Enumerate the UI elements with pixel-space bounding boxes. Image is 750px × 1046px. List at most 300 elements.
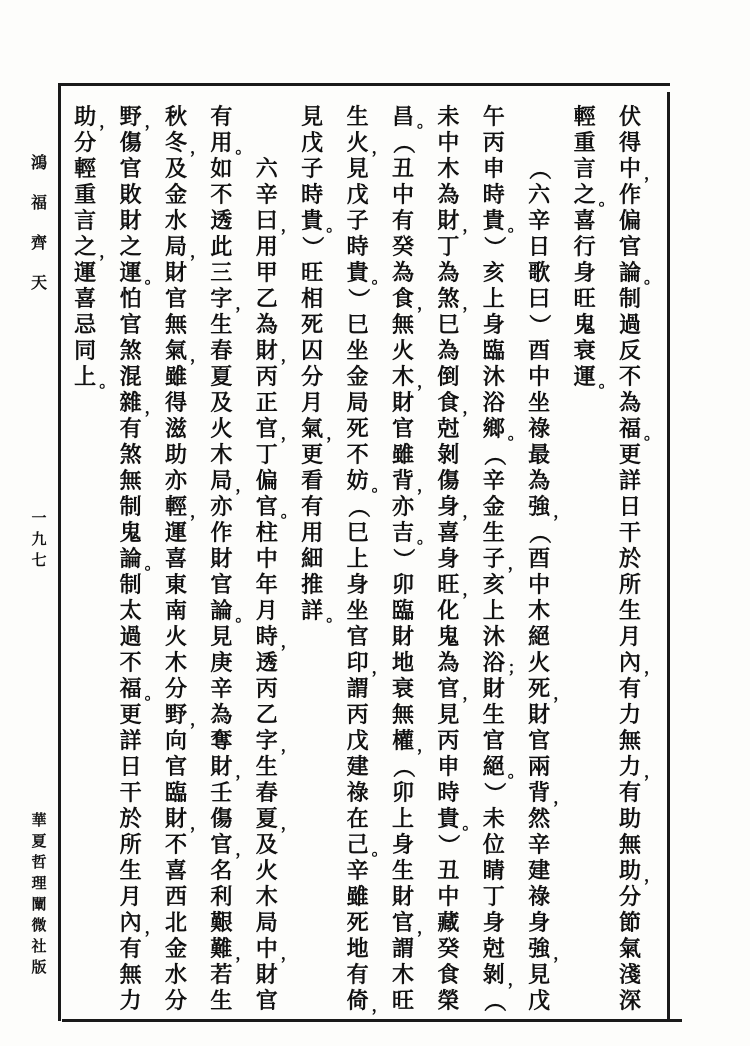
- glyph: 中: [528, 364, 551, 390]
- glyph: 無: [391, 312, 414, 338]
- glyph: 言: [573, 156, 596, 182]
- glyph: 重: [573, 130, 596, 156]
- glyph: 印: [346, 650, 369, 676]
- glyph: 月: [301, 390, 324, 416]
- glyph: 見: [210, 624, 233, 650]
- glyph: 官: [119, 312, 142, 338]
- glyph: 更: [618, 442, 641, 468]
- glyph: 過: [618, 312, 641, 338]
- glyph: 亥: [482, 572, 505, 598]
- glyph: 子: [482, 546, 505, 572]
- glyph: 財: [528, 702, 551, 728]
- glyph: 社: [31, 937, 47, 955]
- glyph: 言: [74, 208, 97, 234]
- glyph: 亥: [482, 260, 505, 286]
- glyph: 巳: [346, 312, 369, 338]
- glyph: 看: [301, 468, 324, 494]
- glyph: 干: [119, 780, 142, 806]
- glyph: 死: [346, 910, 369, 936]
- glyph: 滋: [164, 416, 187, 442]
- glyph: 金: [164, 182, 187, 208]
- glyph: 時: [301, 182, 324, 208]
- glyph: 春: [255, 780, 278, 806]
- glyph: 南: [164, 598, 187, 624]
- glyph: 丁: [255, 442, 278, 468]
- glyph: 亦: [391, 494, 414, 520]
- glyph: 作: [618, 182, 641, 208]
- glyph: 利: [210, 884, 233, 910]
- text-column-10: 有 用 。 如 不 透 此 三 字 ， 生 春 夏 及 火 木 局 ， 亦 作 財 官 論 。 見 庚 辛 為 奪 財 ， 壬 傷 官 ， 名 利 艱 難 ， 若 生: [210, 104, 252, 1014]
- glyph: 最: [528, 442, 551, 468]
- glyph: 生: [210, 312, 233, 338]
- glyph: 喜: [164, 858, 187, 884]
- glyph: 身: [437, 546, 460, 572]
- margin-book-title: [28, 143, 50, 303]
- glyph: 生: [482, 702, 505, 728]
- glyph: 財: [255, 962, 278, 988]
- glyph: 冬: [164, 130, 187, 156]
- glyph: 為: [437, 182, 460, 208]
- glyph: 乙: [255, 702, 278, 728]
- glyph: 官: [210, 832, 233, 858]
- glyph: 怕: [119, 286, 142, 312]
- glyph: 雖: [164, 364, 187, 390]
- glyph: 丙: [255, 676, 278, 702]
- glyph: 旺: [573, 286, 596, 312]
- glyph: 木: [255, 884, 278, 910]
- glyph: 吉: [391, 520, 414, 546]
- bracket: ）: [435, 833, 462, 856]
- glyph: 巳: [346, 520, 369, 546]
- glyph: 此: [210, 234, 233, 260]
- glyph: 金: [482, 494, 505, 520]
- text-column-7: 生 火 ， 見 戊 子 時 貴 。 ） 巳 坐 金 局 死 不 妨 。 （ 巳 上 身 坐 官 印 ， 謂 丙 戊 建 祿 在 己 。 辛 雖 死 地 有 倚 ，: [344, 104, 388, 1015]
- glyph: 官: [210, 572, 233, 598]
- glyph: 中: [255, 546, 278, 572]
- glyph: 臨: [164, 780, 187, 806]
- glyph: 然: [528, 806, 551, 832]
- glyph: 傷: [119, 130, 142, 156]
- glyph: 更: [301, 442, 324, 468]
- glyph: 申: [437, 754, 460, 780]
- glyph: 木: [164, 650, 187, 676]
- glyph: 生: [482, 520, 505, 546]
- glyph: 日: [528, 234, 551, 260]
- glyph: 用: [301, 520, 324, 546]
- glyph: 浴: [482, 650, 505, 676]
- glyph: 煞: [119, 442, 142, 468]
- glyph: 野: [119, 104, 142, 130]
- glyph: 木: [391, 364, 414, 390]
- glyph: 內: [119, 910, 142, 936]
- glyph: 火: [346, 130, 369, 156]
- glyph: 若: [210, 962, 233, 988]
- glyph: 癸: [391, 234, 414, 260]
- glyph: 亦: [164, 468, 187, 494]
- glyph: 及: [164, 156, 187, 182]
- glyph: 火: [528, 650, 551, 676]
- glyph: 偏: [618, 208, 641, 234]
- bracket: （: [480, 443, 507, 466]
- glyph: 相: [301, 286, 324, 312]
- glyph: 祿: [346, 780, 369, 806]
- glyph: 剝: [437, 442, 460, 468]
- glyph: 癸: [437, 936, 460, 962]
- glyph: 字: [255, 728, 278, 754]
- glyph: 內: [618, 650, 641, 676]
- glyph: 死: [528, 676, 551, 702]
- glyph: 為: [391, 260, 414, 286]
- glyph: 地: [391, 650, 414, 676]
- glyph: 有: [618, 780, 641, 806]
- glyph: 有: [119, 416, 142, 442]
- glyph: 辛: [255, 182, 278, 208]
- glyph: 戊: [346, 182, 369, 208]
- glyph: 透: [255, 650, 278, 676]
- glyph: 丑: [391, 156, 414, 182]
- bracket: （: [344, 495, 371, 518]
- glyph: 強: [528, 936, 551, 962]
- text-column-4: 午 丙 申 時 貴 。 ） 亥 上 身 臨 沐 浴 鄉 。 （ 辛 金 生 子 ， 亥 上 沐 浴 ； 財 生 官 絕 。 ） 未 位 睛 丁 身 尅 剝 ， （: [480, 104, 524, 1012]
- glyph: 日: [119, 754, 142, 780]
- glyph: 金: [164, 936, 187, 962]
- glyph: 坐: [346, 338, 369, 364]
- glyph: 丙: [346, 702, 369, 728]
- glyph: 謂: [391, 936, 414, 962]
- glyph: 曰: [528, 286, 551, 312]
- glyph: 闡: [31, 895, 47, 913]
- glyph: 輕: [164, 494, 187, 520]
- glyph: 中: [255, 936, 278, 962]
- glyph: 囚: [301, 338, 324, 364]
- glyph: 官: [255, 988, 278, 1014]
- glyph: 臨: [482, 338, 505, 364]
- glyph: 詳: [119, 728, 142, 754]
- glyph: 助: [618, 858, 641, 884]
- frame-left-rule: [58, 84, 61, 1021]
- glyph: 背: [528, 780, 551, 806]
- glyph: 時: [255, 624, 278, 650]
- glyph: 於: [119, 806, 142, 832]
- glyph: 輕: [74, 156, 97, 182]
- glyph: 榮: [437, 988, 460, 1014]
- glyph: 運: [119, 260, 142, 286]
- glyph: 鄉: [482, 416, 505, 442]
- glyph: 申: [482, 156, 505, 182]
- glyph: 喜: [437, 520, 460, 546]
- glyph: 有: [346, 962, 369, 988]
- glyph: 無: [618, 728, 641, 754]
- glyph: 戊: [346, 728, 369, 754]
- glyph: 奪: [210, 728, 233, 754]
- glyph: 絕: [528, 624, 551, 650]
- glyph: 見: [301, 104, 324, 130]
- glyph: 論: [618, 260, 641, 286]
- glyph: 建: [528, 858, 551, 884]
- glyph: 午: [482, 104, 505, 130]
- glyph: 詳: [618, 468, 641, 494]
- glyph: 官: [255, 416, 278, 442]
- glyph: 論: [119, 546, 142, 572]
- glyph: 巳: [437, 312, 460, 338]
- glyph: 戊: [301, 130, 324, 156]
- glyph: 傷: [210, 806, 233, 832]
- glyph: 太: [119, 598, 142, 624]
- glyph: 身: [528, 910, 551, 936]
- glyph: 生: [391, 858, 414, 884]
- glyph: 卯: [391, 572, 414, 598]
- glyph: 地: [346, 936, 369, 962]
- glyph: 歌: [528, 260, 551, 286]
- glyph: 火: [164, 624, 187, 650]
- glyph: 沐: [482, 624, 505, 650]
- glyph: 倚: [346, 988, 369, 1014]
- glyph: 微: [31, 916, 47, 934]
- glyph: 更: [119, 702, 142, 728]
- glyph: 辛: [210, 676, 233, 702]
- glyph: 生: [255, 754, 278, 780]
- margin-publisher: [28, 810, 50, 978]
- glyph: 時: [437, 780, 460, 806]
- glyph: 氣: [618, 936, 641, 962]
- glyph: 建: [346, 754, 369, 780]
- glyph: 貴: [437, 806, 460, 832]
- margin-page-number: [28, 508, 50, 571]
- glyph: 丙: [255, 364, 278, 390]
- glyph: 力: [618, 702, 641, 728]
- glyph: 食: [391, 286, 414, 312]
- glyph: 秋: [164, 104, 187, 130]
- glyph: 為: [255, 312, 278, 338]
- glyph: 如: [210, 156, 233, 182]
- glyph: 日: [618, 494, 641, 520]
- glyph: 丙: [482, 130, 505, 156]
- glyph: 字: [210, 286, 233, 312]
- glyph: 死: [346, 416, 369, 442]
- glyph: 生: [210, 988, 233, 1014]
- text-column-8: 見 戊 子 時 貴 。 ） 旺 相 死 囚 分 月 氣 ， 更 看 有 用 細 推 詳 。: [299, 104, 343, 625]
- glyph: 沐: [482, 364, 505, 390]
- glyph: 祿: [528, 416, 551, 442]
- glyph: 權: [391, 728, 414, 754]
- glyph: 身: [346, 572, 369, 598]
- glyph: 不: [210, 182, 233, 208]
- glyph: 財: [391, 884, 414, 910]
- glyph: 作: [210, 520, 233, 546]
- glyph: 亦: [210, 494, 233, 520]
- glyph: 官: [346, 624, 369, 650]
- glyph: 雜: [119, 390, 142, 416]
- glyph: 野: [164, 702, 187, 728]
- glyph: 丁: [437, 234, 460, 260]
- glyph: 哲: [31, 853, 47, 871]
- glyph: 月: [618, 624, 641, 650]
- text-column-9: 六 辛 曰 ， 用 甲 乙 為 財 ， 丙 正 官 ， 丁 偏 官 。 柱 中 年 月 時 ， 透 丙 乙 字 ， 生 春 夏 ， 及 火 木 局 中 ， 財 官: [255, 156, 297, 1014]
- glyph: 壬: [210, 780, 233, 806]
- glyph: 謂: [346, 676, 369, 702]
- glyph: 中: [437, 130, 460, 156]
- bracket: ）: [526, 313, 553, 336]
- glyph: 向: [164, 728, 187, 754]
- glyph: 中: [437, 884, 460, 910]
- glyph: 反: [618, 338, 641, 364]
- glyph: 有: [301, 494, 324, 520]
- glyph: 助: [618, 806, 641, 832]
- text-column-6: 昌 。 （ 丑 中 有 癸 為 食 ， 無 火 木 ， 財 官 雖 背 ， 亦 吉 。 ） 卯 臨 財 地 衰 無 權 ， （ 卯 上 身 生 財 官 ， 謂 木 旺: [390, 104, 434, 1014]
- glyph: 兩: [528, 754, 551, 780]
- glyph: 論: [210, 598, 233, 624]
- glyph: 官: [164, 286, 187, 312]
- glyph: 在: [346, 806, 369, 832]
- glyph: 財: [210, 546, 233, 572]
- glyph: 福: [119, 676, 142, 702]
- glyph: 艱: [210, 910, 233, 936]
- glyph: 六: [255, 156, 278, 182]
- glyph: 制: [119, 494, 142, 520]
- glyph: 無: [119, 468, 142, 494]
- glyph: 水: [164, 208, 187, 234]
- glyph: 為: [210, 702, 233, 728]
- glyph: 局: [255, 910, 278, 936]
- text-column-1: 伏 得 中 ， 作 偏 官 論 。 制 過 反 不 為 福 。 更 詳 日 干 於 所 生 月 內 ， 有 力 無 力 ， 有 助 無 助 ， 分 節 氣 淺 深: [618, 104, 661, 1014]
- glyph: 伏: [618, 104, 641, 130]
- glyph: 坐: [528, 390, 551, 416]
- bracket: （: [526, 521, 553, 544]
- glyph: 睛: [482, 858, 505, 884]
- glyph: 子: [301, 156, 324, 182]
- glyph: 局: [210, 468, 233, 494]
- bracket: ）: [480, 235, 507, 258]
- glyph: 雖: [346, 884, 369, 910]
- glyph: 生: [618, 598, 641, 624]
- glyph: 月: [119, 884, 142, 910]
- glyph: 所: [119, 832, 142, 858]
- glyph: 氣: [301, 416, 324, 442]
- glyph: 生: [119, 858, 142, 884]
- glyph: 剝: [482, 962, 505, 988]
- glyph: 推: [301, 572, 324, 598]
- glyph: 上: [482, 598, 505, 624]
- glyph: 妨: [346, 468, 369, 494]
- glyph: 見: [437, 702, 460, 728]
- glyph: 財: [482, 676, 505, 702]
- glyph: 福: [30, 193, 47, 212]
- glyph: 財: [210, 754, 233, 780]
- glyph: 財: [164, 806, 187, 832]
- glyph: 身: [573, 260, 596, 286]
- glyph: 絕: [482, 754, 505, 780]
- glyph: 西: [164, 884, 187, 910]
- glyph: 官: [255, 494, 278, 520]
- glyph: 過: [119, 624, 142, 650]
- glyph: 子: [346, 208, 369, 234]
- glyph: 同: [74, 338, 97, 364]
- glyph: 齊: [30, 233, 47, 252]
- glyph: 不: [164, 832, 187, 858]
- glyph: 之: [74, 234, 97, 260]
- glyph: 身: [391, 832, 414, 858]
- glyph: 丑: [437, 858, 460, 884]
- glyph: 分: [164, 676, 187, 702]
- glyph: 辛: [482, 468, 505, 494]
- glyph: 上: [74, 364, 97, 390]
- glyph: 財: [119, 208, 142, 234]
- glyph: 中: [391, 182, 414, 208]
- glyph: 正: [255, 390, 278, 416]
- glyph: 己: [346, 832, 369, 858]
- frame-top-rule: [58, 83, 670, 86]
- glyph: 分: [618, 884, 641, 910]
- text-column-2: 輕 重 言 之 。 喜 行 身 旺 鬼 衰 運 。: [573, 104, 615, 391]
- glyph: 無: [391, 702, 414, 728]
- glyph: 官: [618, 234, 641, 260]
- glyph: 見: [528, 962, 551, 988]
- glyph: 傷: [437, 468, 460, 494]
- glyph: 三: [210, 260, 233, 286]
- glyph: 坐: [346, 598, 369, 624]
- glyph: 昌: [391, 104, 414, 130]
- glyph: 局: [164, 234, 187, 260]
- glyph: 無: [618, 832, 641, 858]
- glyph: 祿: [528, 884, 551, 910]
- bracket: ）: [344, 287, 371, 310]
- glyph: 節: [618, 910, 641, 936]
- glyph: 得: [618, 130, 641, 156]
- glyph: 水: [164, 962, 187, 988]
- glyph: 戊: [528, 988, 551, 1014]
- glyph: 有: [119, 936, 142, 962]
- glyph: 喜: [74, 286, 97, 312]
- glyph: 木: [437, 156, 460, 182]
- glyph: 輕: [573, 104, 596, 130]
- glyph: 上: [391, 806, 414, 832]
- glyph: 鬼: [119, 520, 142, 546]
- glyph: 理: [31, 874, 47, 892]
- glyph: 財: [391, 624, 414, 650]
- glyph: 時: [482, 182, 505, 208]
- glyph: 為: [618, 390, 641, 416]
- glyph: 庚: [210, 650, 233, 676]
- glyph: 運: [74, 260, 97, 286]
- glyph: 鬼: [437, 624, 460, 650]
- glyph: 火: [255, 858, 278, 884]
- glyph: 見: [346, 156, 369, 182]
- text-column-5: 未 中 木 為 財 ， 丁 為 煞 ， 巳 為 倒 食 ， 尅 剝 傷 身 ， 喜 身 旺 ， 化 鬼 為 官 ， 見 丙 申 時 貴 。 ） 丑 中 藏 癸 食 榮: [435, 104, 479, 1014]
- glyph: 一: [31, 509, 47, 527]
- glyph: 力: [119, 988, 142, 1014]
- bracket: （: [390, 755, 416, 778]
- glyph: 月: [255, 598, 278, 624]
- glyph: 有: [618, 676, 641, 702]
- glyph: 食: [437, 390, 460, 416]
- glyph: 運: [573, 364, 596, 390]
- glyph: 柱: [255, 520, 278, 546]
- glyph: 化: [437, 598, 460, 624]
- glyph: 木: [391, 962, 414, 988]
- glyph: 貴: [301, 208, 324, 234]
- glyph: 分: [301, 364, 324, 390]
- bracket: （: [390, 131, 416, 154]
- glyph: 未: [482, 806, 505, 832]
- text-column-12: 野 ， 傷 官 敗 財 之 運 。 怕 官 煞 混 雜 ， 有 煞 無 制 鬼 論 。 制 太 過 不 福 。 更 詳 日 干 於 所 生 月 內 ， 有 無 力: [119, 104, 161, 1014]
- glyph: 木: [528, 598, 551, 624]
- glyph: 辛: [346, 858, 369, 884]
- glyph: 東: [164, 572, 187, 598]
- glyph: 之: [119, 234, 142, 260]
- glyph: 衰: [573, 338, 596, 364]
- bracket: （: [526, 157, 553, 180]
- glyph: 細: [301, 546, 324, 572]
